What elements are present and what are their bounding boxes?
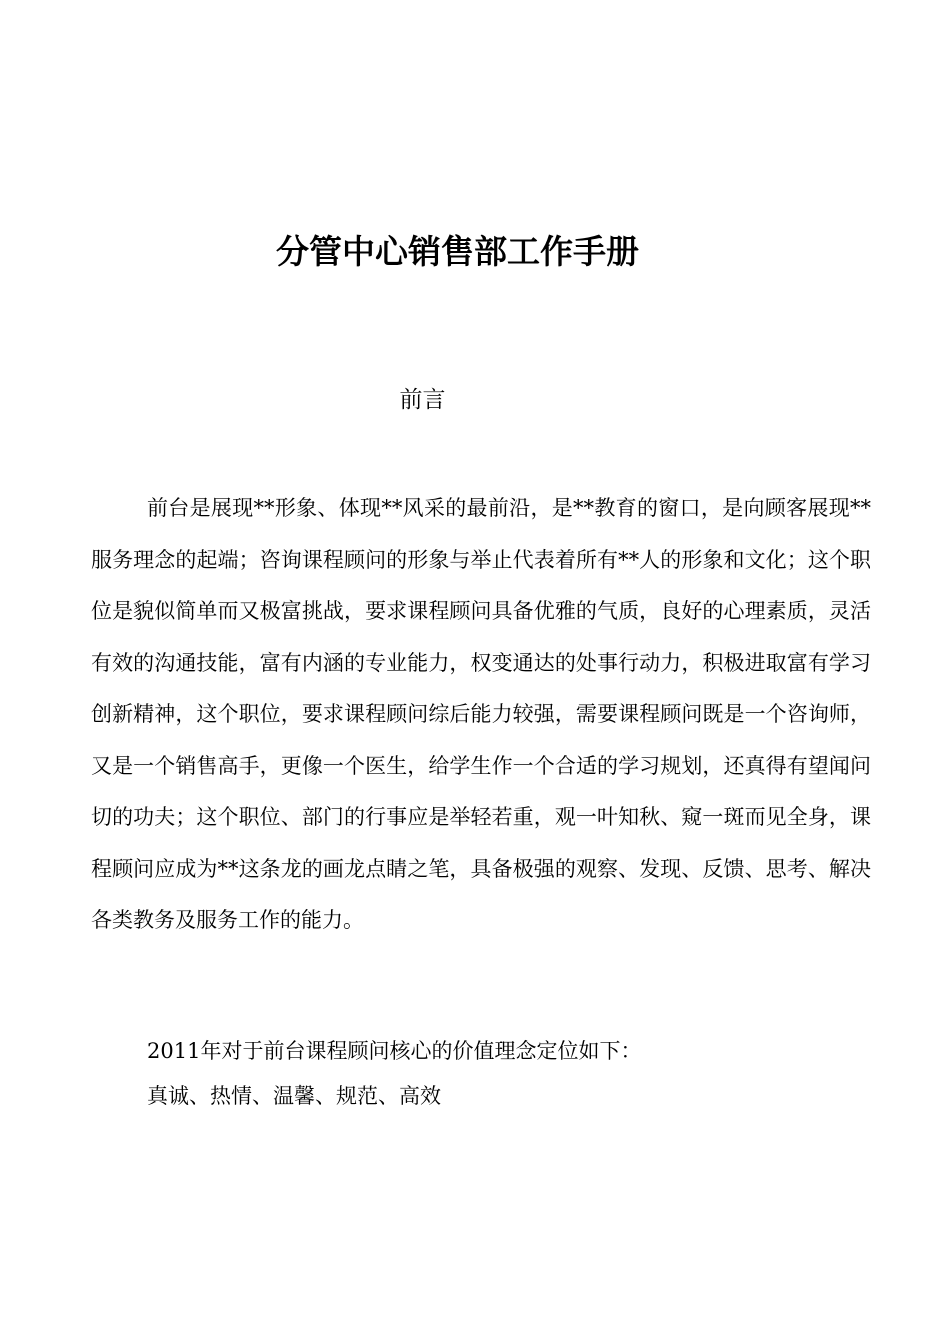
core-values-list: 真诚、热情、温馨、规范、高效 bbox=[147, 1084, 441, 1108]
preface-paragraph: 前台是展现**形象、体现**风采的最前沿，是**教育的窗口，是向顾客展现**服务理念的起端；咨询课程顾问的形象与举止代表着所有**人的形象和文化；这个职位是貌似简单而又极富挑战，要求课程顾问具备优雅的气质，良好的心理素质，灵活有效的沟通技能，富有内涵的专业能力，权变通达的处事行动力，积极进取富有学习创新精神，这个职位，要求课程顾问综后能力较强，需要课程顾问既是一个咨询师，又是一个销售高手，更像一个医生，给学生作一个合适的学习规划，还真得有望闻问切的功夫；这个职位、部门的行事应是举轻若重，观一叶知秋、窥一斑而见全身，课程顾问应成为**这条龙的画龙点睛之笔，具备极强的观察、发现、反馈、思考、解决各类教务及服务工作的能力。 bbox=[91, 496, 871, 932]
preface-heading: 前言 bbox=[399, 387, 446, 413]
core-values-intro: 2011年对于前台课程顾问核心的价值理念定位如下： bbox=[147, 1039, 642, 1063]
document-title: 分管中心销售部工作手册 bbox=[276, 232, 639, 271]
